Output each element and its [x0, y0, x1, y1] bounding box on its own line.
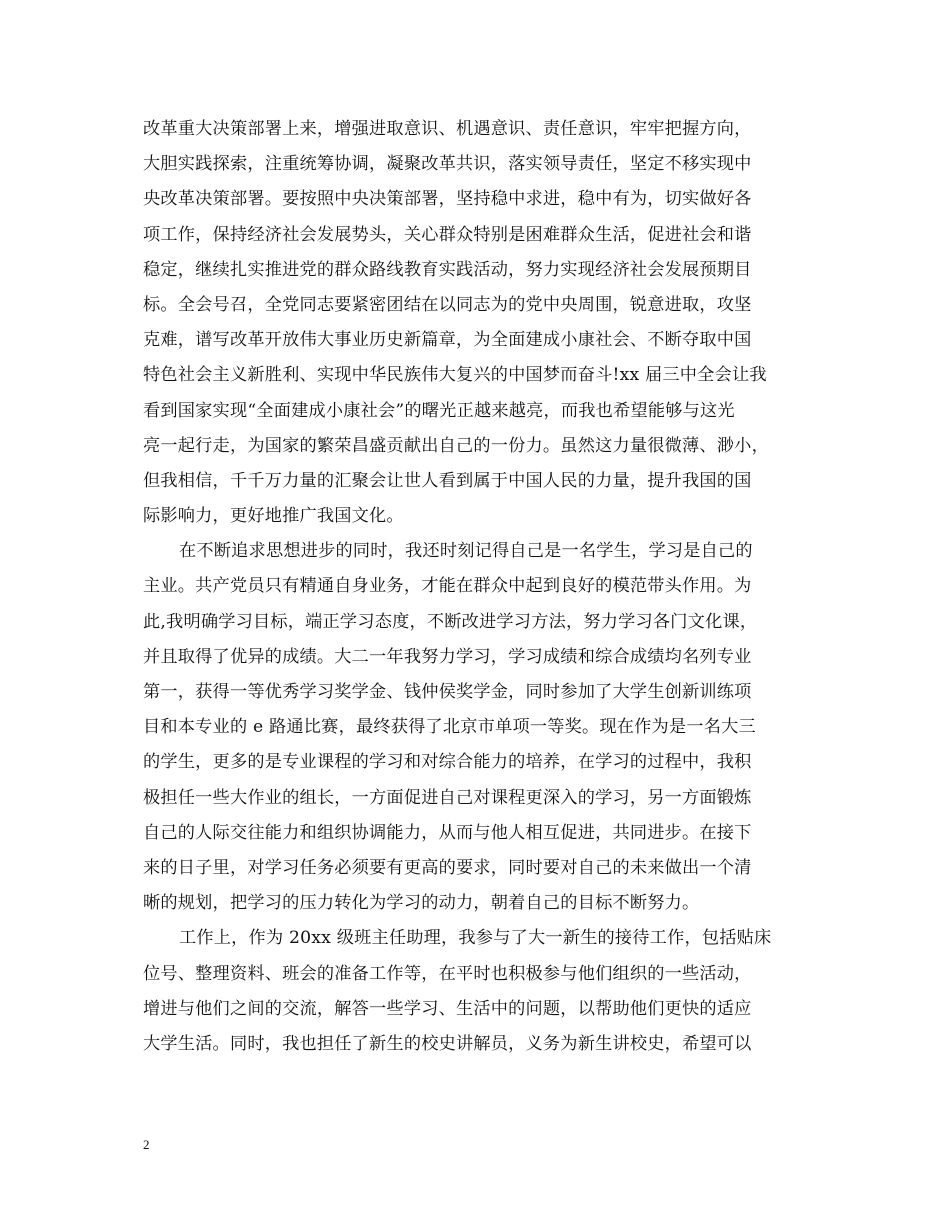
text-line: 项工作，保持经济社会发展势头，关心群众特别是困难群众生活，促进社会和谐 [143, 224, 752, 245]
text-line: 此,我明确学习目标，端正学习态度，不断改进学习方法，努力学习各门文化课， [143, 611, 758, 632]
page-number: 2 [143, 1137, 150, 1152]
text-line: 稳定，继续扎实推进党的群众路线教育实践活动，努力实现经济社会发展预期目 [143, 259, 752, 280]
text-line: 央改革决策部署。要按照中央决策部署，坚持稳中求进，稳中有为，切实做好各 [143, 189, 752, 210]
paragraph-start-line: 在不断追求思想进步的同时，我还时刻记得自己是一名学生，学习是自己的 [179, 541, 753, 562]
text-line: 大学生活。同时，我也担任了新生的校史讲解员，义务为新生讲校史，希望可以 [143, 1033, 752, 1054]
text-line: 主业。共产党员只有精通自身业务，才能在群众中起到良好的模范带头作用。为 [143, 576, 752, 597]
text-line: 际影响力，更好地推广我国文化。 [143, 506, 404, 527]
text-line: 但我相信，千千万力量的汇聚会让世人看到属于中国人民的力量，提升我国的国 [143, 470, 752, 491]
text-line: 克难，谱写改革开放伟大事业历史新篇章，为全面建成小康社会、不断夺取中国 [143, 330, 752, 351]
body-text [143, 112, 823, 1062]
text-line: 改革重大决策部署上来，增强进取意识、机遇意识、责任意识，牢牢把握方向， [143, 119, 752, 139]
text-line: 看到国家实现“全面建成小康社会”的曙光正越来越亮，而我也希望能够与这光 [143, 400, 735, 421]
paragraph-start-line: 工作上，作为 20xx 级班主任助理，我参与了大一新生的接待工作，包括贴床 [179, 928, 772, 949]
text-line: 位号、整理资料、班会的准备工作等，在平时也积极参与他们组织的一些活动， [143, 963, 752, 984]
text-line: 目和本专业的 e 路通比赛，最终获得了北京市单项一等奖。现在作为是一名大三 [143, 717, 756, 738]
text-line: 极担任一些大作业的组长，一方面促进自己对课程更深入的学习，另一方面锻炼 [143, 787, 752, 808]
text-line: 晰的规划，把学习的压力转化为学习的动力，朝着自己的目标不断努力。 [143, 893, 700, 914]
text-line: 亮一起行走，为国家的繁荣昌盛贡献出自己的一份力。虽然这力量很微薄、渺小， [143, 435, 769, 456]
text-line: 大胆实践探索，注重统筹协调，凝聚改革共识，落实领导责任，坚定不移实现中 [143, 154, 752, 175]
text-line: 第一，获得一等优秀学习奖学金、钱仲侯奖学金，同时参加了大学生创新训练项 [143, 682, 752, 702]
text-line: 的学生，更多的是专业课程的学习和对综合能力的培养，在学习的过程中，我积 [143, 752, 752, 773]
text-line: 标。全会号召，全党同志要紧密团结在以同志为的党中央周围，锐意进取，攻坚 [143, 294, 752, 315]
text-line: 增进与他们之间的交流，解答一些学习、生活中的问题，以帮助他们更快的适应 [143, 998, 752, 1019]
text-line: 自己的人际交往能力和组织协调能力，从而与他人相互促进，共同进步。在接下 [143, 822, 752, 843]
text-line: 来的日子里，对学习任务必须要有更高的要求，同时要对自己的未来做出一个清 [143, 857, 752, 878]
text-line: 并且取得了优异的成绩。大二一年我努力学习，学习成绩和综合成绩均名列专业 [143, 646, 752, 667]
text-line: 特色社会主义新胜利、实现中华民族伟大复兴的中国梦而奋斗!xx 届三中全会让我 [143, 365, 767, 386]
